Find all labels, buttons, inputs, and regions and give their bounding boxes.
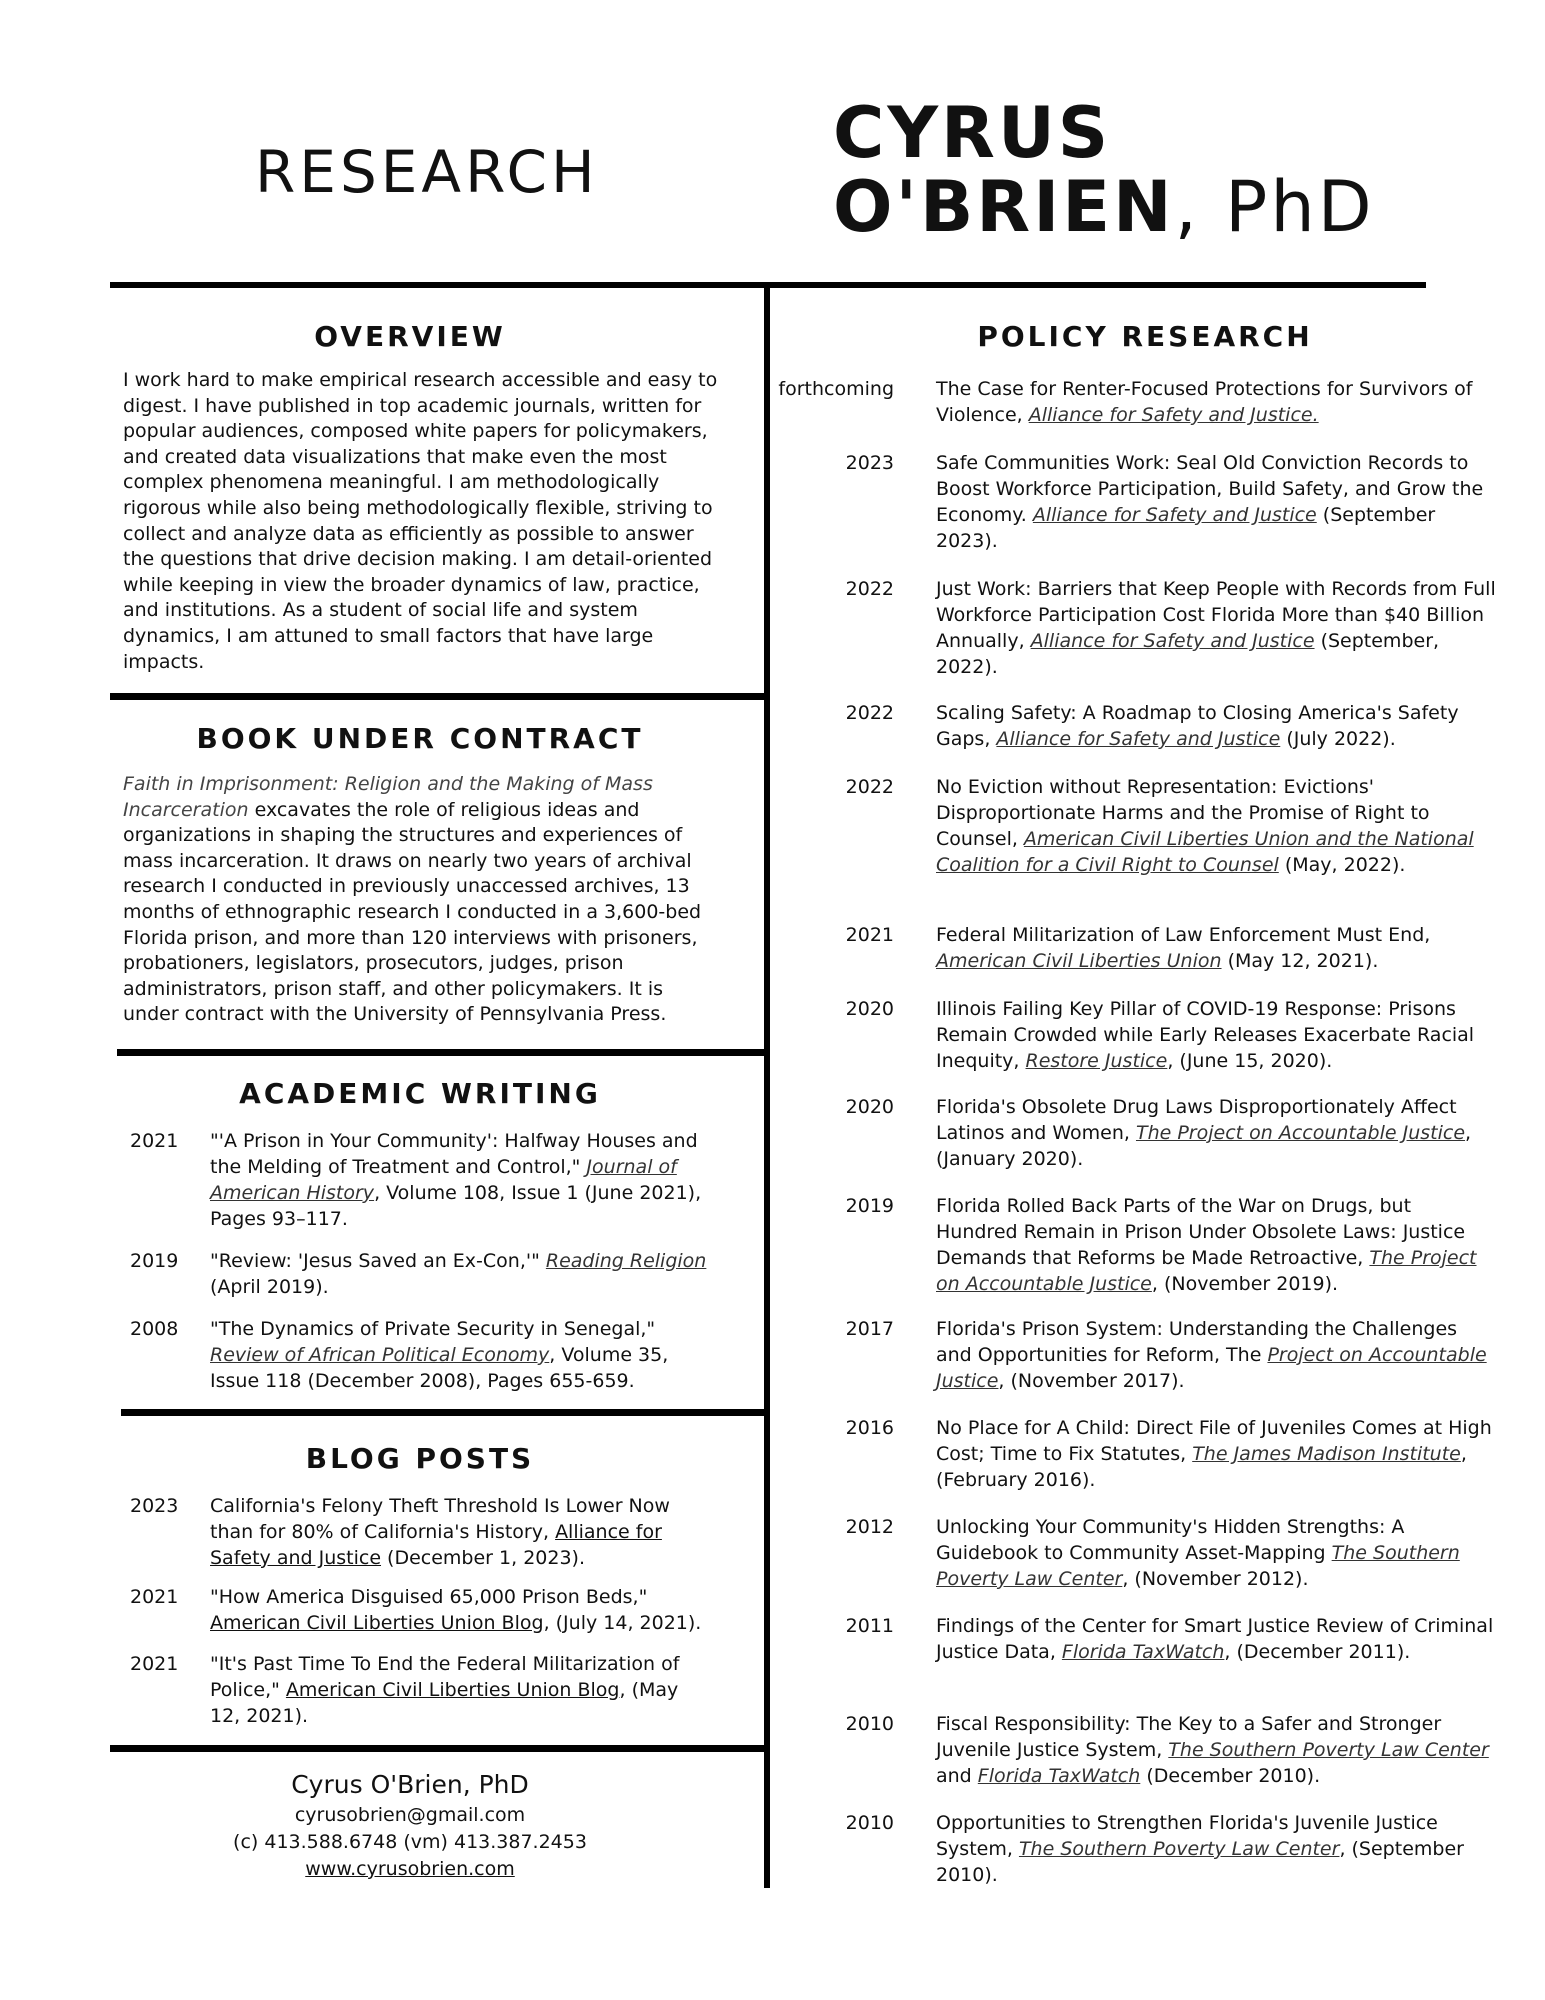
name-first: CYRUS	[833, 92, 1112, 174]
policy-year: 2022	[845, 702, 894, 724]
policy-date: (September 2023).	[936, 504, 1436, 552]
name-degree: , PhD	[1174, 166, 1375, 248]
academic-text	[210, 1128, 710, 1232]
column-divider	[764, 288, 770, 1888]
header-name	[833, 92, 1375, 248]
policy-title: Opportunities to Strengthen Florida's Juvenile Justice System,	[936, 1812, 1438, 1860]
blog-date: , (May 12, 2021).	[210, 1679, 679, 1727]
policy-text	[936, 1415, 1496, 1493]
header-research-title: RESEARCH	[255, 138, 599, 206]
blog-date: (December 1, 2023).	[381, 1547, 586, 1569]
academic-publisher-link[interactable]: Review of African Political Economy	[210, 1344, 550, 1366]
policy-publisher-link[interactable]: Florida TaxWatch	[1061, 1641, 1225, 1663]
policy-title: The Case for Renter-Focused Protections for Survivors of Violence,	[936, 378, 1473, 426]
academic-date: (April 2019).	[210, 1276, 329, 1298]
policy-text	[936, 576, 1496, 680]
policy-date: , (September 2010).	[936, 1838, 1464, 1886]
policy-date: (September, 2022).	[936, 630, 1440, 678]
blog-text	[210, 1493, 710, 1571]
academic-date: , Volume 108, Issue 1 (June 2021), Pages 93–117.	[210, 1182, 702, 1230]
policy-year: 2010	[845, 1812, 894, 1834]
policy-year: 2023	[845, 452, 894, 474]
policy-title: Fiscal Responsibility: The Key to a Safer and Stronger Juvenile Justice System,	[936, 1713, 1442, 1761]
policy-year: 2019	[845, 1195, 894, 1217]
policy-title: Safe Communities Work: Seal Old Conviction Records to Boost Workforce Participation, Build Safety, and Grow the Economy.	[936, 452, 1484, 526]
policy-date: (December 2010).	[1140, 1765, 1321, 1787]
blog-year: 2021	[130, 1653, 179, 1675]
blog-title: "How America Disguised 65,000 Prison Beds,"	[210, 1586, 648, 1608]
policy-title: Federal Militarization of Law Enforcement Must End,	[936, 924, 1431, 946]
policy-date: (May 12, 2021).	[1221, 950, 1379, 972]
policy-year: 2021	[845, 924, 894, 946]
blog-text	[210, 1651, 710, 1729]
policy-conjunction: and	[936, 1765, 978, 1787]
policy-text	[936, 450, 1496, 554]
policy-date: , (November 2012).	[1122, 1568, 1309, 1590]
contact-block	[110, 1768, 710, 1883]
book-text	[123, 772, 723, 1028]
academic-title: "Review: 'Jesus Saved an Ex-Con,'"	[210, 1250, 546, 1272]
overview-title: OVERVIEW	[314, 320, 506, 353]
policy-publisher-link[interactable]: Alliance for Safety and Justice	[996, 728, 1281, 750]
policy-publisher-link[interactable]: The Project on Accountable Justice	[1135, 1122, 1466, 1144]
policy-publisher-link[interactable]: American Civil Liberties Union	[936, 950, 1222, 972]
policy-year: 2011	[845, 1615, 894, 1637]
academic-rule	[121, 1409, 764, 1416]
blog-text	[210, 1584, 710, 1636]
academic-date: , Volume 35, Issue 118 (December 2008), Pages 655-659.	[210, 1344, 669, 1392]
policy-publisher-link[interactable]: Project on Accountable Justice	[936, 1344, 1487, 1392]
policy-year: 2016	[845, 1417, 894, 1439]
policy-year: 2012	[845, 1516, 894, 1538]
academic-title: "'A Prison in Your Community': Halfway Houses and the Melding of Treatment and Control,"	[210, 1130, 698, 1178]
policy-text	[936, 1193, 1496, 1297]
blog-year: 2023	[130, 1495, 179, 1517]
policy-year: 2010	[845, 1713, 894, 1735]
policy-publisher-link[interactable]: The Southern Poverty Law Center	[1018, 1838, 1340, 1860]
blog-publisher-link[interactable]: American Civil Liberties Union Blog	[285, 1679, 620, 1701]
contact-name: Cyrus O'Brien, PhD	[291, 1770, 529, 1799]
policy-date: , (January 2020).	[936, 1122, 1472, 1170]
overview-rule	[110, 693, 764, 700]
policy-text	[936, 996, 1496, 1074]
policy-title: Florida Rolled Back Parts of the War on Drugs, but Hundred Remain in Prison Under Obsolete Laws: Justice Demands that Reforms be Made Retroactive,	[936, 1195, 1466, 1269]
academic-year: 2008	[130, 1318, 179, 1340]
academic-text	[210, 1248, 710, 1300]
policy-title: Illinois Failing Key Pillar of COVID-19 Response: Prisons Remain Crowded while Early Releases Exacerbate Racial Inequity,	[936, 998, 1475, 1072]
academic-publisher-link[interactable]: Reading Religion	[545, 1250, 707, 1272]
book-name: Faith in Imprisonment: Religion and the Making of Mass Incarceration	[123, 773, 653, 821]
policy-publisher-link[interactable]: The Project on Accountable Justice	[936, 1247, 1477, 1295]
policy-title: POLICY RESEARCH	[977, 320, 1313, 353]
policy-title: Florida's Prison System: Understanding the Challenges and Opportunities for Reform, The	[936, 1318, 1458, 1366]
policy-text	[936, 376, 1496, 428]
policy-year: 2022	[845, 578, 894, 600]
book-description: excavates the role of religious ideas and organizations in shaping the structures and experiences of mass incarceration. It draws on nearly two years of archival research I conducted in previously unaccessed archives, 13 months of ethnographic research I conducted in a 3,600-bed Florida prison, and more than 120 interviews with prisoners, probationers, legislators, prosecutors, judges, prison administrators, prison staff, and other policymakers. It is under contract with the University of Pennsylvania Press.	[123, 798, 702, 1026]
book-title: BOOK UNDER CONTRACT	[196, 722, 644, 755]
academic-year: 2019	[130, 1250, 179, 1272]
policy-date: , (June 15, 2020).	[1167, 1050, 1333, 1072]
policy-date: , (November 2017).	[998, 1370, 1185, 1392]
academic-year: 2021	[130, 1130, 179, 1152]
academic-publisher-link[interactable]: Journal of American History	[210, 1156, 677, 1204]
policy-text	[936, 1514, 1496, 1592]
policy-publisher-link-2[interactable]: Florida TaxWatch	[977, 1765, 1141, 1787]
policy-date: (May, 2022).	[1278, 854, 1406, 876]
policy-title: Scaling Safety: A Roadmap to Closing America's Safety Gaps,	[936, 702, 1459, 750]
contact-email[interactable]: cyrusobrien@gmail.com	[294, 1804, 526, 1826]
blog-year: 2021	[130, 1586, 179, 1608]
policy-text	[936, 1613, 1496, 1665]
policy-year: 2020	[845, 998, 894, 1020]
policy-year: 2017	[845, 1318, 894, 1340]
policy-text	[936, 1094, 1496, 1172]
policy-text	[936, 700, 1496, 752]
blog-rule	[110, 1745, 764, 1752]
policy-title: Florida's Obsolete Drug Laws Disproportionately Affect Latinos and Women,	[936, 1096, 1457, 1144]
policy-publisher-link[interactable]: The Southern Poverty Law Center	[1168, 1739, 1489, 1761]
book-rule	[117, 1049, 764, 1056]
policy-title: No Eviction without Representation: Evictions' Disproportionate Harms and the Promise of Right to Counsel,	[936, 776, 1430, 850]
policy-year: forthcoming	[778, 378, 894, 400]
policy-date: , (February 2016).	[936, 1443, 1467, 1491]
policy-publisher-link[interactable]: The James Madison Institute	[1192, 1443, 1461, 1465]
policy-year: 2020	[845, 1096, 894, 1118]
policy-text	[936, 1711, 1496, 1789]
policy-publisher-link[interactable]: Alliance for Safety and Justice.	[1028, 404, 1319, 426]
policy-date: , (December 2011).	[1224, 1641, 1411, 1663]
contact-phones: (c) 413.588.6748 (vm) 413.387.2453	[233, 1831, 587, 1853]
policy-title: No Place for A Child: Direct File of Juveniles Comes at High Cost; Time to Fix Statutes,	[936, 1417, 1492, 1465]
academic-text	[210, 1316, 710, 1394]
policy-title: Findings of the Center for Smart Justice Review of Criminal Justice Data,	[936, 1615, 1494, 1663]
blog-title: BLOG POSTS	[305, 1442, 535, 1475]
overview-text: I work hard to make empirical research accessible and easy to digest. I have published in top academic journals, written for popular audiences, composed white papers for policymakers, and created data visualizations that make even the most complex phenomena meaningful. I am methodologically rigorous while also being methodologically flexible, striving to collect and analyze data as efficiently as possible to answer the questions that drive decision making. I am detail-oriented while keeping in view the broader dynamics of law, practice, and institutions. As a student of social life and system dynamics, I am attuned to small factors that have large impacts.	[123, 369, 718, 673]
policy-date: (July 2022).	[1280, 728, 1396, 750]
academic-title: "The Dynamics of Private Security in Senegal,"	[210, 1318, 656, 1340]
policy-title: Unlocking Your Community's Hidden Strengths: A Guidebook to Community Asset-Mapping	[936, 1516, 1405, 1564]
policy-text	[936, 1810, 1496, 1888]
policy-year: 2022	[845, 776, 894, 798]
policy-publisher-link[interactable]: Alliance for Safety and Justice	[1030, 630, 1315, 652]
policy-publisher-link[interactable]: Alliance for Safety and Justice	[1032, 504, 1317, 526]
policy-text	[936, 774, 1496, 878]
academic-title: ACADEMIC WRITING	[239, 1077, 601, 1110]
policy-publisher-link[interactable]: American Civil Liberties Union and the National Coalition for a Civil Right to Counsel	[936, 828, 1474, 876]
policy-publisher-link[interactable]: Restore Justice	[1025, 1050, 1168, 1072]
policy-title: Just Work: Barriers that Keep People with Records from Full Workforce Participation Cost Florida More than $40 Billion Annually,	[936, 578, 1496, 652]
blog-title: "It's Past Time To End the Federal Militarization of Police,"	[210, 1653, 680, 1701]
blog-title: California's Felony Theft Threshold Is Lower Now than for 80% of California's History,	[210, 1495, 670, 1543]
blog-date: , (July 14, 2021).	[543, 1612, 702, 1634]
policy-date: , (November 2019).	[1151, 1273, 1339, 1295]
contact-website-link[interactable]: www.cyrusobrien.com	[305, 1858, 515, 1880]
blog-publisher-link[interactable]: Alliance for Safety and Justice	[210, 1521, 662, 1569]
name-last: O'BRIEN	[833, 166, 1175, 248]
policy-text	[936, 922, 1496, 974]
policy-text	[936, 1316, 1496, 1394]
policy-publisher-link[interactable]: The Southern Poverty Law Center	[936, 1542, 1460, 1590]
blog-publisher-link[interactable]: American Civil Liberties Union Blog	[210, 1612, 544, 1634]
